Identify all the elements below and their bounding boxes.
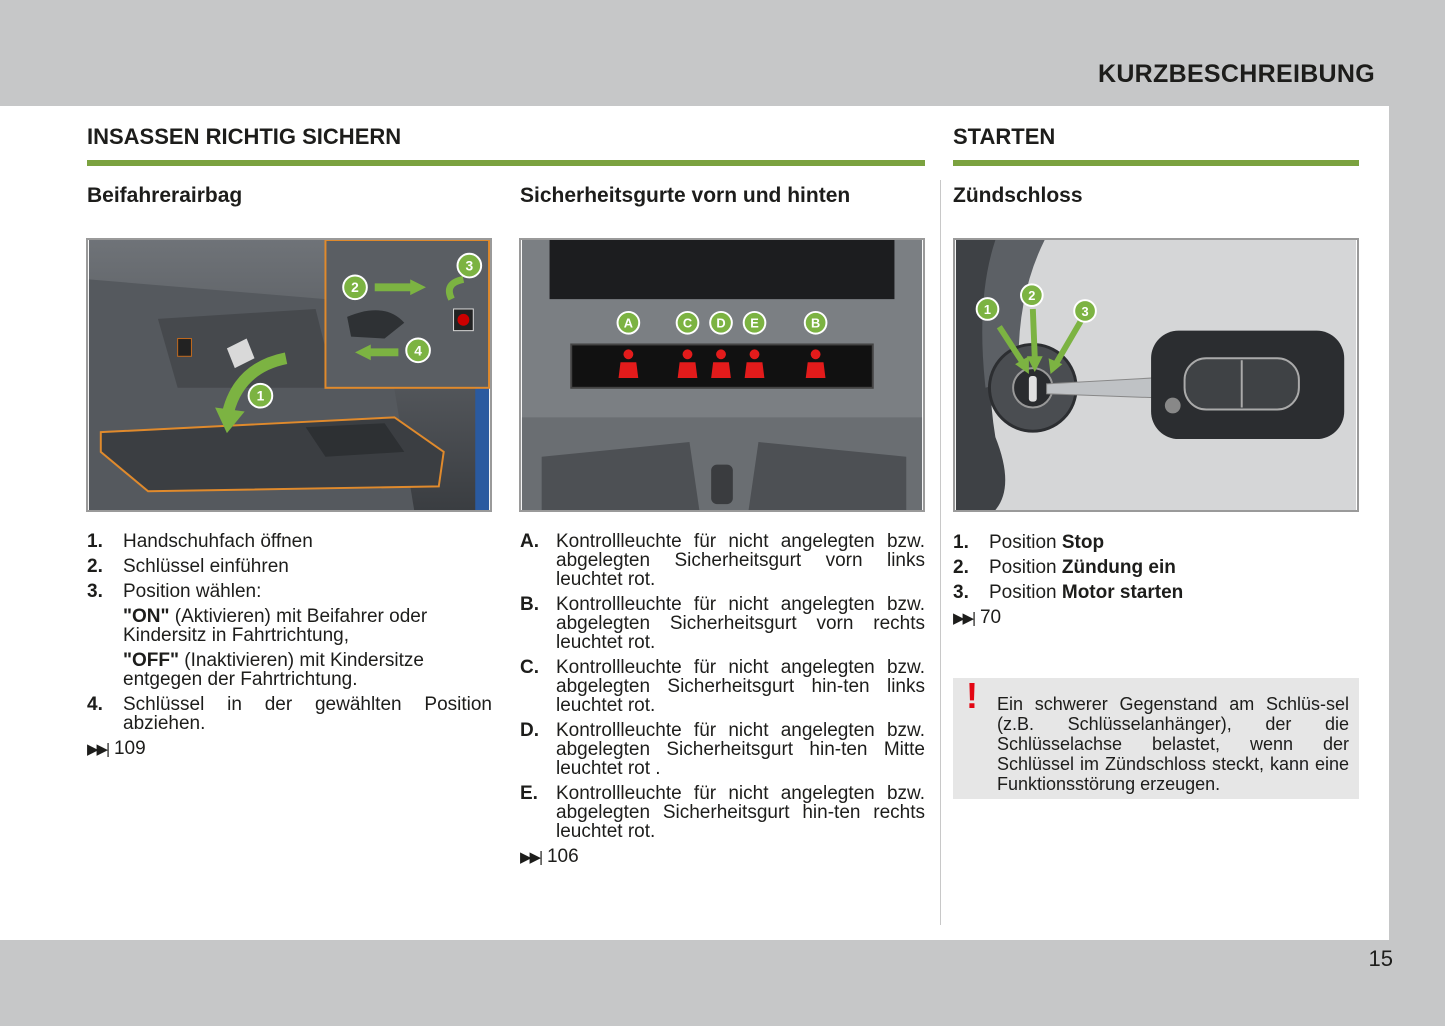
callout-b — [805, 312, 827, 334]
svg-text:E: E — [750, 315, 759, 331]
list-item: B. Kontrollleuchte für nicht angelegten bzw. abgelegten Sicherheitsgurt vorn rechts leuchtet rot. — [520, 594, 925, 653]
forward-end-icon: ▶▶| — [520, 849, 541, 866]
page-reference: ▶▶| 109 — [87, 738, 146, 759]
list-item: 3. Position wählen: — [87, 581, 262, 602]
svg-text:3: 3 — [465, 258, 474, 274]
callout-2 — [343, 275, 367, 299]
section-divider-right — [953, 160, 1359, 166]
callout-d — [710, 312, 732, 334]
warning-box — [953, 675, 1359, 799]
callout-4 — [406, 339, 430, 363]
airbag-steps — [87, 532, 492, 759]
svg-text:3: 3 — [1081, 303, 1089, 319]
forward-end-icon: ▶▶| — [87, 741, 108, 758]
section-divider-left — [87, 160, 925, 166]
section-title-occupants: INSASSEN RICHTIG SICHERN — [87, 124, 402, 149]
svg-text:C: C — [682, 315, 693, 331]
belt-indicators — [520, 532, 925, 867]
subhead-airbag: Beifahrerairbag — [87, 184, 243, 207]
callout-3 — [458, 254, 482, 278]
callout-1 — [977, 298, 999, 320]
svg-text:2: 2 — [1028, 288, 1036, 304]
svg-text:A: A — [623, 315, 634, 331]
svg-text:B: B — [810, 315, 821, 331]
callout-3 — [1074, 300, 1096, 322]
warning-text: Ein schwerer Gegenstand am Schlüs-sel (z.B. Schlüsselanhänger), der die Schlüsselachse belastet, wenn der Schlüssel im Zündschloss steckt, kann eine Funktionsstörung erzeugen. — [997, 694, 1349, 794]
list-item: 1. Handschuhfach öffnen — [87, 531, 313, 552]
ignition-figure — [953, 238, 1359, 512]
list-item: 2. Position Zündung ein — [953, 557, 1176, 578]
callout-1 — [249, 384, 273, 408]
list-item: A. Kontrollleuchte für nicht angelegten bzw. abgelegten Sicherheitsgurt vorn links leuchtet rot. — [520, 531, 925, 590]
svg-text:D: D — [716, 315, 726, 331]
option-off: "OFF" (Inaktivieren) mit Kindersitze entgegen der Fahrtrichtung. — [123, 650, 424, 690]
airbag-figure — [86, 238, 492, 512]
callout-2 — [1021, 284, 1043, 306]
callout-c — [677, 312, 699, 334]
ignition-positions — [953, 533, 1359, 628]
chapter-title: KURZBESCHREIBUNG — [1097, 60, 1375, 88]
list-item: 1. Position Stop — [953, 532, 1105, 553]
svg-text:4: 4 — [414, 343, 422, 359]
svg-text:2: 2 — [351, 280, 359, 296]
column-separator — [940, 180, 941, 925]
svg-text:1: 1 — [256, 388, 265, 404]
callout-e — [744, 312, 766, 334]
list-item: 2. Schlüssel einführen — [87, 556, 289, 577]
svg-text:1: 1 — [983, 301, 992, 317]
belts-figure — [519, 238, 925, 512]
ignition-illustration — [955, 240, 1357, 510]
callout-a — [618, 312, 640, 334]
page-number: 15 — [1368, 946, 1393, 971]
subhead-belts: Sicherheitsgurte vorn und hinten — [520, 184, 851, 207]
page-reference: ▶▶| 70 — [953, 607, 1002, 628]
list-item: 4. Schlüssel in der gewählten Position abziehen. — [87, 694, 492, 734]
section-title-start: STARTEN — [953, 124, 1056, 149]
dashboard-illustration — [521, 240, 923, 510]
list-item: 3. Position Motor starten — [953, 582, 1184, 603]
list-item: D. Kontrollleuchte für nicht angelegten bzw. abgelegten Sicherheitsgurt hin-ten Mitte leuchtet rot . — [520, 720, 925, 779]
list-item: E. Kontrollleuchte für nicht angelegten bzw. abgelegten Sicherheitsgurt hin-ten rechts leuchtet rot. — [520, 783, 925, 842]
warning-icon: ! — [966, 675, 978, 716]
list-item: C. Kontrollleuchte für nicht angelegten bzw. abgelegten Sicherheitsgurt hin-ten links leuchtet rot. — [520, 657, 925, 716]
forward-end-icon: ▶▶| — [953, 610, 974, 627]
option-on: "ON" (Aktivieren) mit Beifahrer oder Kindersitz in Fahrtrichtung, — [123, 606, 428, 646]
glovebox-illustration — [88, 240, 490, 510]
subhead-ignition: Zündschloss — [953, 184, 1083, 207]
page-reference: ▶▶| 106 — [520, 846, 579, 867]
